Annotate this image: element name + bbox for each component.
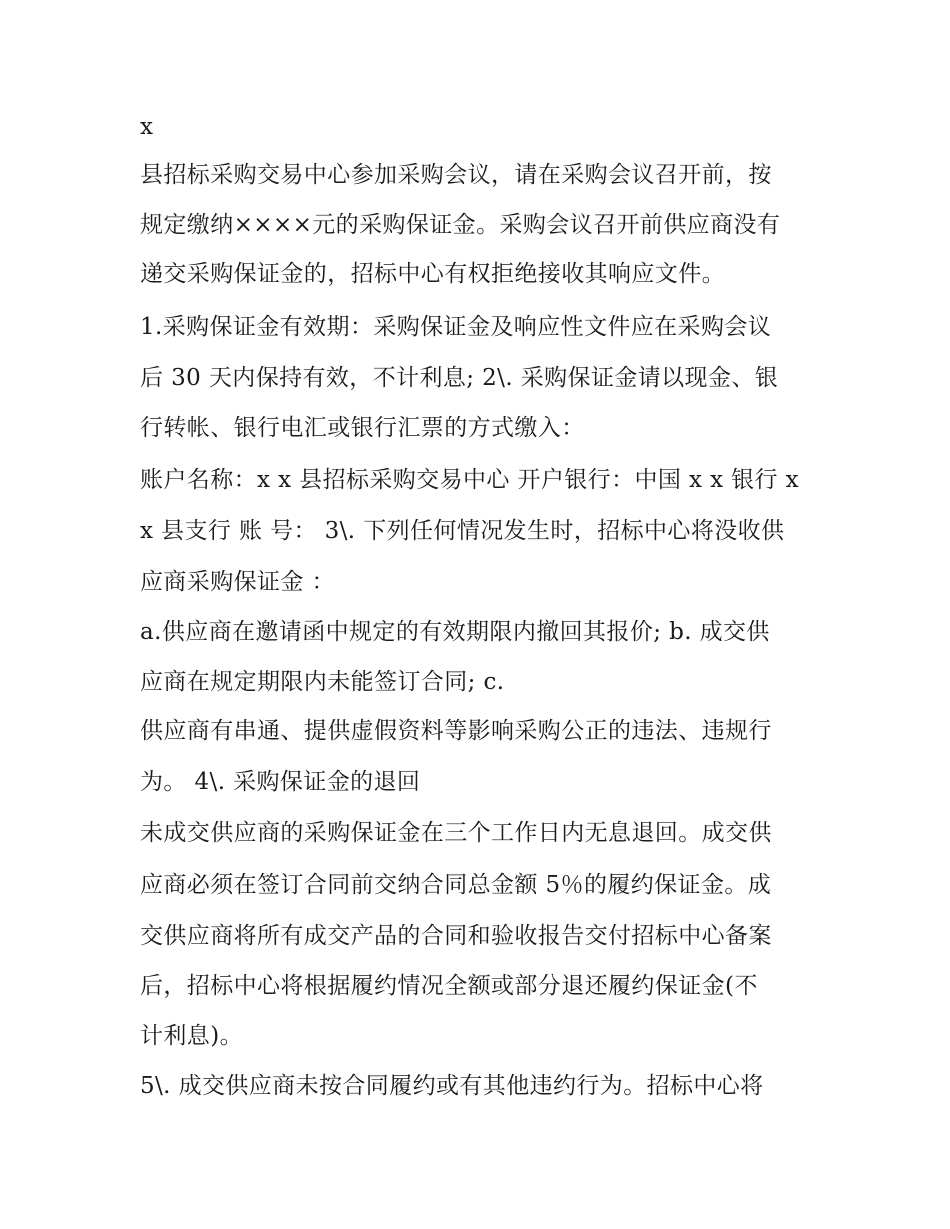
text-line-13: 供应商有串通、提供虚假资料等影响采购公正的违法、违规行 [140,718,772,744]
text-line-15: 未成交供应商的采购保证金在三个工作日内无息退回。成交供 [140,820,772,846]
text-line-5: 1.采购保证金有效期：采购保证金及响应性文件应在采购会议 [140,314,772,340]
text-line-16: 应商必须在签订合同前交纳合同总金额 5％的履约保证金。成 [140,872,772,898]
text-line-18: 后，招标中心将根据履约情况全额或部分退还履约保证金(不 [140,973,758,999]
text-line-20: 5\. 成交供应商未按合同履约或有其他违约行为。招标中心将 [140,1073,764,1099]
text-line-14: 为。 4\. 采购保证金的退回 [140,769,421,795]
text-line-8: 账户名称：x x 县招标采购交易中心 开户银行：中国 x x 银行 x [140,467,800,493]
text-line-17: 交供应商将所有成交产品的合同和验收报告交付招标中心备案 [140,923,772,949]
text-line-6: 后 30 天内保持有效，不计利息; 2\. 采购保证金请以现金、银 [140,365,779,391]
text-line-4: 递交采购保证金的，招标中心有权拒绝接收其响应文件。 [140,261,725,287]
text-line-2: 县招标采购交易中心参加采购会议，请在采购会议召开前，按 [140,162,772,188]
text-line-7: 行转帐、银行电汇或银行汇票的方式缴入： [140,415,585,441]
text-line-1: x [140,114,154,140]
text-line-3: 规定缴纳××××元的采购保证金。采购会议召开前供应商没有 [140,212,781,238]
text-line-19: 计利息)。 [140,1023,243,1049]
text-line-12: 应商在规定期限内未能签订合同; c. [140,669,505,695]
text-line-11: a.供应商在邀请函中规定的有效期限内撤回其报价; b. 成交供 [140,619,770,645]
text-line-9: x 县支行 账 号： 3\. 下列任何情况发生时，招标中心将没收供 [140,518,785,544]
text-line-10: 应商采购保证金 ： [140,569,335,595]
